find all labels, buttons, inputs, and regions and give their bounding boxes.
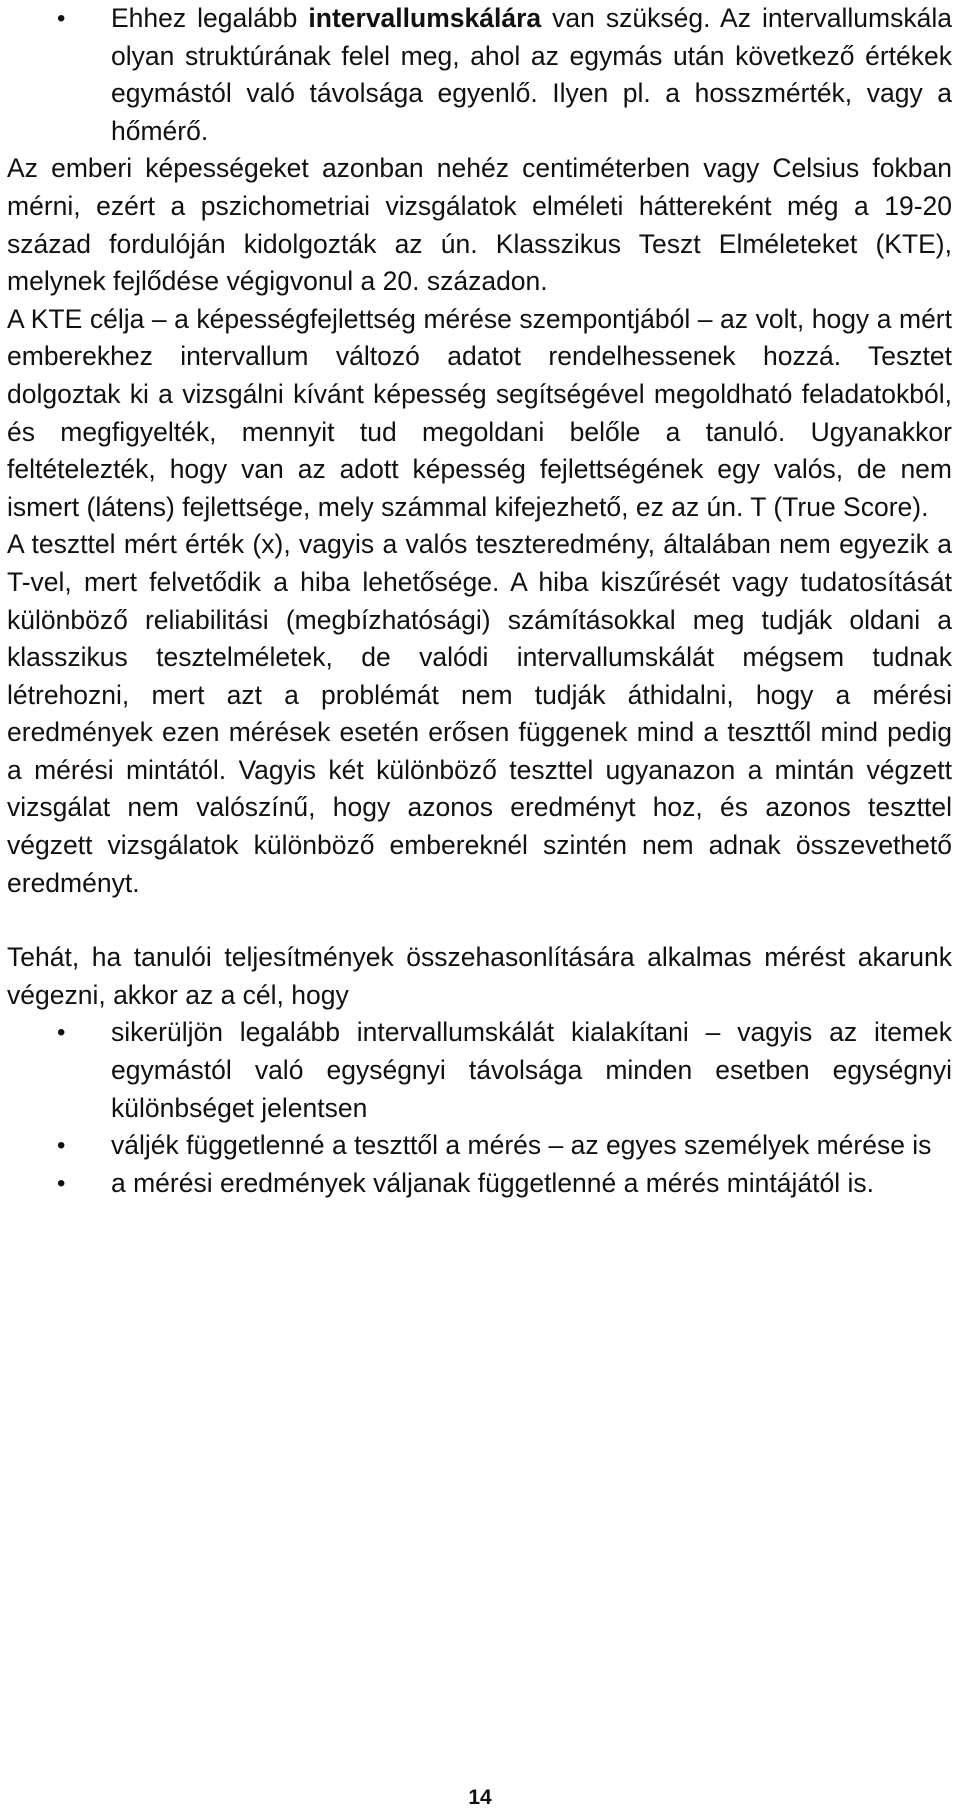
goals-bullet-list (7, 1014, 952, 1202)
list-item (7, 1014, 952, 1127)
document-page (7, 0, 952, 1202)
conclusion-paragraph: Tehát, ha tanulói teljesítmények összehasonlítására alkalmas mérést akarunk végezni, akkor az a cél, hogy (7, 942, 952, 1010)
bullet-marker: • (57, 1019, 66, 1047)
list-item (7, 0, 952, 150)
page-number: 14 (468, 1786, 492, 1809)
bullet-marker: • (57, 1169, 66, 1197)
list-item (7, 1127, 952, 1165)
bullet-marker: • (57, 1132, 66, 1160)
paragraph: A teszttel mért érték (x), vagyis a valós teszteredmény, általában nem egyezik a T-vel, mert felvetődik a hiba lehetősége. A hiba kiszűrését vagy tudatosítását különböző reliabilitási (megbízhatósági) számításokkal meg tudják oldani a klasszikus tesztelméletek, de valódi intervallumskálát mégsem tudnak létrehozni, mert azt a problémát nem tudják áthidalni, hogy a mérési eredmények ezen mérések esetén erősen függenek mind a teszttől mind pedig a mérési mintától. Vagyis két különböző teszttel ugyanazon a mintán végzett vizsgálat nem valószínű, hogy azonos eredményt hoz, és azonos teszttel végzett vizsgálatok különböző embereknél szintén nem adnak összevethető eredményt. (7, 529, 952, 898)
bullet-text-start: Ehhez legalább (111, 3, 309, 33)
paragraph-spacer (7, 902, 952, 939)
bullet-text: sikerüljön legalább intervallumskálát kialakítani – vagyis az itemek egymástól való egységnyi távolsága minden esetben egységnyi különbséget jelentsen (111, 1017, 952, 1123)
intro-bullet-list (7, 0, 952, 150)
list-item (7, 1165, 952, 1203)
bullet-text: váljék függetlenné a teszttől a mérés – az egyes személyek mérése is (111, 1130, 932, 1161)
paragraph: Az emberi képességeket azonban nehéz centiméterben vagy Celsius fokban mérni, ezért a pszichometriai vizsgálatok elméleti háttereként még a 19-20 század fordulóján kidolgozták az ún. Klasszikus Teszt Elméleteket (KTE), melynek fejlődése végigvonul a 20. századon. (7, 153, 952, 297)
bullet-text: a mérési eredmények váljanak függetlenné a mérés mintájától is. (111, 1167, 875, 1198)
bold-term: intervallumskálára (308, 3, 542, 33)
bullet-marker: • (57, 5, 66, 32)
paragraph: A KTE célja – a képességfejlettség mérése szempontjából – az volt, hogy a mért emberekhez intervallum változó adatot rendelhessenek hozzá. Tesztet dolgoztak ki a vizsgálni kívánt képesség segítségével megoldható feladatokból, és megfigyelték, mennyit tud megoldani belőle a tanuló. Ugyanakkor feltételezték, hogy van az adott képesség fejlettségének egy valós, de nem ismert (látens) fejlettsége, mely számmal kifejezhető, ez az ún. T (True Score). (7, 303, 952, 522)
bullet-text (111, 0, 952, 150)
bullet-text-end: van szükség. Az intervallumskála olyan struktúrának felel meg, ahol az egymás után következő értékek egymástól való távolsága egyenlő. Ilyen pl. a hosszmérték, vagy a hőmérő. (111, 3, 952, 146)
